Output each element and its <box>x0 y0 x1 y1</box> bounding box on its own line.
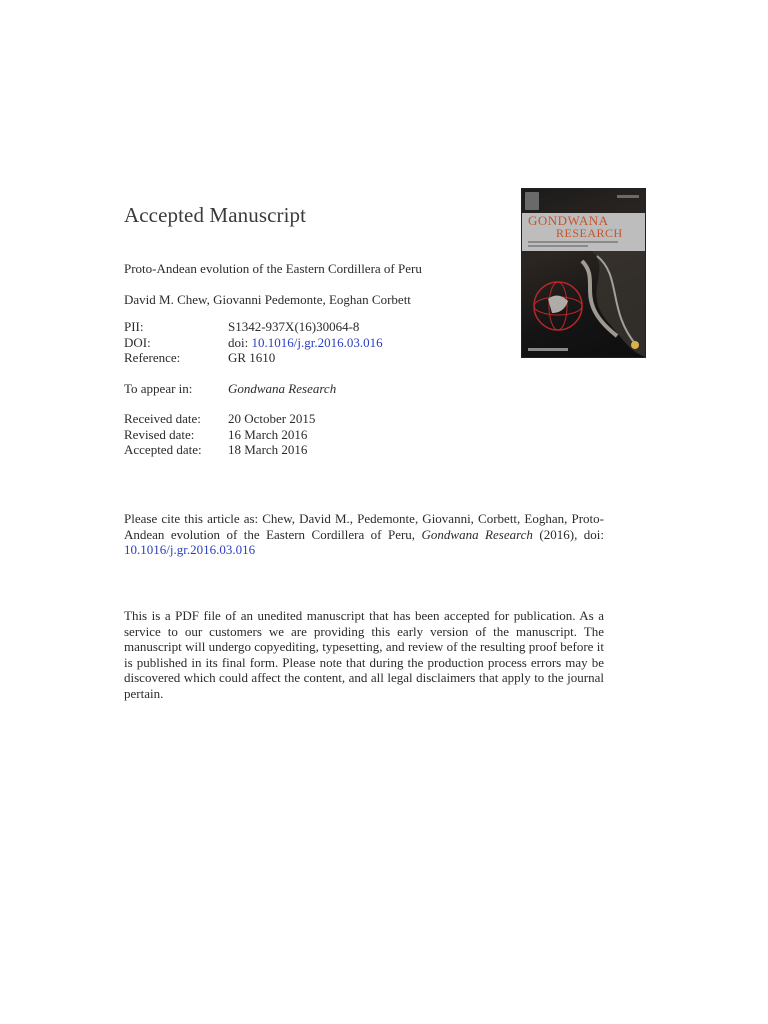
article-title: Proto-Andean evolution of the Eastern Cordillera of Peru <box>124 261 422 276</box>
appear-label: To appear in: <box>124 381 193 396</box>
appear-row <box>124 381 336 397</box>
appear-journal: Gondwana Research <box>228 381 337 396</box>
received-value: 20 October 2015 <box>228 411 316 426</box>
doi-label: DOI: <box>124 334 151 350</box>
pii-row <box>124 319 383 335</box>
cover-header-mark <box>617 195 639 198</box>
cover-footer-mark <box>528 348 568 351</box>
author-list: David M. Chew, Giovanni Pedemonte, Eoghan Corbett <box>124 292 411 307</box>
cover-subtitle-mark <box>528 241 618 243</box>
journal-cover-image <box>522 189 645 357</box>
reference-row <box>124 350 383 366</box>
cover-badge-icon <box>631 341 639 349</box>
dates-block <box>124 411 315 458</box>
accepted-value: 18 March 2016 <box>228 442 308 457</box>
citation-journal: Gondwana Research <box>421 526 533 542</box>
cover-title-line1: GONDWANA <box>528 213 609 228</box>
publisher-logo-icon <box>525 192 539 210</box>
cover-title-line2: RESEARCH <box>556 226 623 240</box>
revised-row <box>124 427 315 443</box>
doi-value-wrap <box>228 335 383 351</box>
accepted-label: Accepted date: <box>124 442 202 457</box>
cover-artwork-icon <box>522 251 645 357</box>
citation-year: (2016), <box>539 526 578 542</box>
received-label: Received date: <box>124 411 201 426</box>
cover-subtitle-mark-2 <box>528 245 588 247</box>
reference-label: Reference: <box>124 350 181 365</box>
citation-lead: Please cite this article as: Chew, David M., Pedemonte, Giovanni, Corbett, Eoghan, Proto-Andean evolution of the Eastern Cordillera of Peru, <box>124 511 604 542</box>
accepted-row <box>124 442 315 458</box>
citation-paragraph <box>124 511 604 558</box>
reference-value: GR 1610 <box>228 350 276 365</box>
citation-doi-link[interactable]: 10.1016/j.gr.2016.03.016 <box>124 542 256 557</box>
appear-block <box>124 381 336 397</box>
page-heading: Accepted Manuscript <box>124 203 307 227</box>
received-row <box>124 411 315 427</box>
disclaimer-paragraph: This is a PDF file of an unedited manuscript that has been accepted for publication. As a service to our customers we are providing this early version of the manuscript. The manuscript will undergo copyediting, typesetting, and review of the resulting proof before it is published in its final form. Please note that during the production process errors may be discovered which could affect the content, and all legal disclaimers that apply to the journal pertain. <box>124 608 604 701</box>
pii-label: PII: <box>124 319 144 334</box>
doi-prefix: doi: <box>228 334 249 350</box>
revised-label: Revised date: <box>124 426 195 442</box>
citation-doi-prefix: doi: <box>583 526 605 542</box>
revised-value: 16 March 2016 <box>228 426 308 442</box>
identifier-block <box>124 319 383 366</box>
pii-value: S1342-937X(16)30064-8 <box>228 319 360 334</box>
doi-row <box>124 335 383 351</box>
doi-link[interactable]: 10.1016/j.gr.2016.03.016 <box>251 334 383 350</box>
